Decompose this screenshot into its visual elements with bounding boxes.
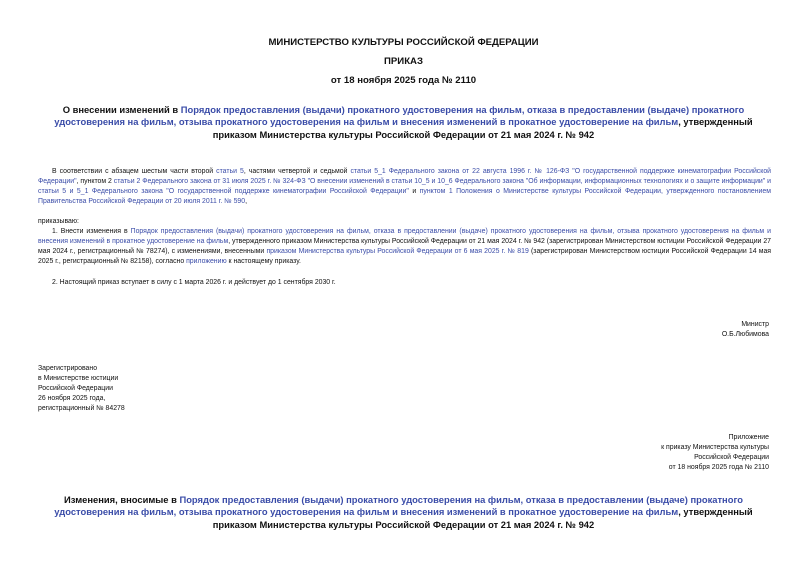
doc-type-heading: ПРИКАЗ bbox=[384, 56, 423, 67]
title-procedure-link[interactable]: Порядок предоставления (выдачи) прокатного удостоверения на фильм, отказа в предоставлении (выдаче) прокатного удостоверения на фильм, отзыва прокатного удостоверения на фильм и внесения изменений в прокатное удостоверение на фильм bbox=[54, 104, 745, 128]
registration-line: регистрационный № 84278 bbox=[38, 405, 125, 413]
appendix-line: от 18 ноября 2025 года № 2110 bbox=[668, 464, 769, 472]
regulation-link-590[interactable]: пунктом 1 Положения о Министерстве культуры Российской Федерации, утвержденного постановлением Правительства Российской Федерации от 20 июля 2011 г. № 590 bbox=[38, 187, 771, 205]
preamble-text-2: , частями четвертой и седьмой bbox=[243, 168, 351, 175]
title-suffix: , утвержденный приказом Министерства культуры Российской Федерации от 21 мая 2024 г. № 942 bbox=[212, 116, 753, 140]
changes-title-suffix: , утвержденный приказом Министерства культуры Российской Федерации от 21 мая 2024 г. № 942 bbox=[212, 506, 753, 530]
doc-date-number: от 18 ноября 2025 года № 2110 bbox=[330, 75, 477, 86]
document-title bbox=[35, 104, 772, 141]
law-link-126-fz[interactable]: статьи 5_1 Федерального закона от 22 августа 1996 г. № 126-ФЗ "О государственной поддержке кинематографии Российской Федерации" bbox=[38, 168, 772, 185]
appendix-line: Российской Федерации bbox=[694, 454, 769, 462]
item-2-paragraph: 2. Настоящий приказ вступает в силу с 1 марта 2026 г. и действует до 1 сентября 2030 г. bbox=[52, 279, 336, 286]
registration-line: 26 ноября 2025 года, bbox=[38, 395, 106, 403]
changes-title-procedure-link[interactable]: Порядок предоставления (выдачи) прокатного удостоверения на фильм, отказа в предоставлении (выдаче) прокатного удостоверения на фильм, отзыва прокатного удостоверения на фильм и внесения изменений в прокатное удостоверение на фильм bbox=[54, 494, 743, 518]
preamble-text-4: и bbox=[408, 187, 420, 195]
signature-position: Министр bbox=[741, 321, 769, 328]
changes-title-prefix: Изменения, вносимые в bbox=[64, 494, 180, 505]
preamble-text-5: , bbox=[245, 197, 248, 205]
registration-line: Российской Федерации bbox=[38, 385, 113, 393]
item1-procedure-link[interactable]: Порядок предоставления (выдачи) прокатного удостоверения на фильм, отказа в предоставлении (выдаче) прокатного удостоверения на фильм, отзыва прокатного удостоверения на фильм и внесения изменений в прокатное удостоверение на фильм bbox=[38, 228, 771, 245]
appendix-line: Приложение bbox=[728, 434, 769, 441]
item1-text-4: к настоящему приказу. bbox=[226, 257, 301, 265]
registration-line: в Министерстве юстиции bbox=[38, 375, 119, 383]
preamble-text-1: В соответствии с абзацем шестым части второй bbox=[52, 168, 217, 175]
ministry-heading: МИНИСТЕРСТВО КУЛЬТУРЫ РОССИЙСКОЙ ФЕДЕРАЦИИ bbox=[268, 37, 539, 48]
appendix-link[interactable]: приложению bbox=[186, 257, 227, 265]
changes-title bbox=[35, 494, 772, 531]
item1-text-2: , утвержденного приказом Министерства культуры Российской Федерации от 21 мая 2024 г. № 942 (зарегистрирован Министерством юстиции Российской Федерации 27 мая 2024 г., регистрационный № 78274), с изменениями, внесенными bbox=[38, 237, 771, 255]
preamble-text-3: , пунктом 2 bbox=[76, 177, 114, 185]
title-prefix: О внесении изменений в bbox=[62, 104, 181, 115]
registration-line: Зарегистрировано bbox=[38, 365, 98, 372]
order-word: приказываю: bbox=[38, 218, 79, 225]
signature-name: О.Б.Любимова bbox=[721, 331, 769, 339]
item-1-paragraph bbox=[38, 227, 771, 267]
item1-text-1: 1. Внести изменения в bbox=[52, 228, 131, 235]
law-link-324-fz[interactable]: статьи 2 Федерального закона от 31 июля 2025 г. № 324-ФЗ "О внесении изменений в статьи 10_5 и 10_6 Федерального закона "Об информации, информационных технологиях и о защите информации" и статьи 5 и 5_1 Федерального закона "О государственной поддержке кинематографии Российской Федерации" bbox=[38, 177, 771, 195]
signature-block bbox=[569, 320, 769, 340]
registration-block bbox=[38, 364, 238, 414]
law-link-article-5[interactable]: статьи 5 bbox=[216, 168, 244, 175]
appendix-line: к приказу Министерства культуры bbox=[661, 444, 769, 452]
preamble-paragraph bbox=[38, 167, 771, 207]
order-819-link[interactable]: приказом Министерства культуры Российской Федерации от 6 мая 2025 г. № 819 bbox=[266, 247, 529, 255]
item1-text-3: (зарегистрирован Министерством юстиции Российской Федерации 14 мая 2025 г., регистрационный № 82158), согласно bbox=[38, 247, 772, 265]
appendix-block bbox=[549, 433, 769, 473]
